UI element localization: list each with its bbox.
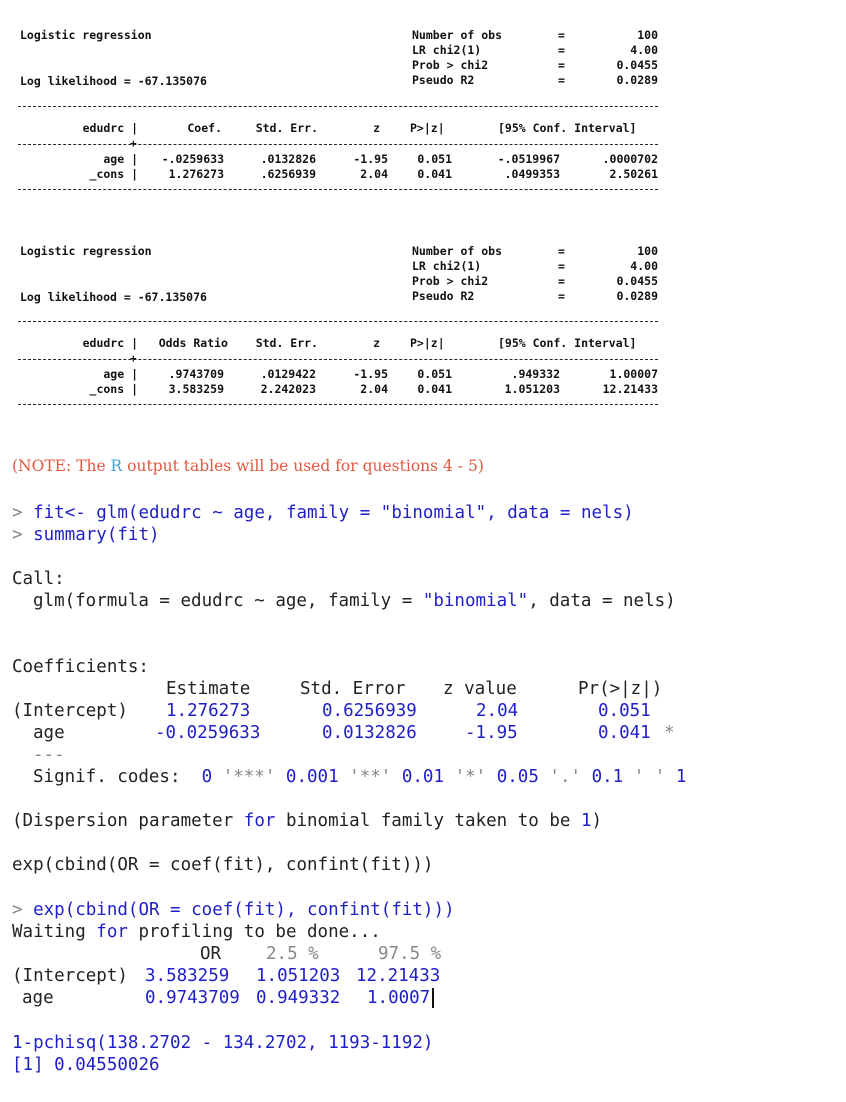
r-coef-cell: -0.0259633 [155,723,261,743]
r-ci-cell: 0.949332 [256,988,341,1008]
table2-cell: 0.041 [417,382,452,396]
table1-cell: .0499353 [504,167,560,181]
r-ci-cell: 12.21433 [356,966,441,986]
table1-cell: 2.50261 [609,167,658,181]
r-coef-row-name: age [33,723,65,743]
table1-stat-value: 4.00 [630,43,658,57]
r-coef-cell: -1.95 [465,723,518,743]
r-coef-header: z value [443,679,517,699]
table1-cell: .0132826 [260,152,316,166]
table1-header: z [373,121,380,135]
table1-cell: -.0519967 [497,152,560,166]
table2-title: Logistic regression [20,244,152,258]
table1-cell: 2.04 [360,167,388,181]
table2-header-var: edudrc | [82,336,138,350]
table1-stat-value: 0.0455 [616,58,658,72]
rule [18,359,658,360]
table2-cell: 2.242023 [260,382,316,396]
r-signif-star: * [664,723,675,743]
table2-stat-value: 0.0455 [616,274,658,288]
text-cursor [432,988,434,1008]
r-separator: --- [33,745,65,765]
table2-cell: 12.21433 [602,382,658,396]
table1-stat-label: Pseudo R2 [412,73,475,87]
table2-header: z [373,336,380,350]
r-pchisq-output: [1] 0.04550026 [12,1055,160,1075]
rule [18,144,658,145]
table1-stat-value: 100 [637,28,658,42]
r-coef-cell: 0.6256939 [322,701,417,721]
r-cmd-fit: > fit<- glm(edudrc ~ age, family = "binomial", data = nels) [12,503,634,523]
table1-cell: 0.041 [417,167,452,181]
table1-header-var: edudrc | [82,121,138,135]
r-ci-cell: 1.051203 [256,966,341,986]
r-ci-row-name: age [22,988,54,1008]
table2-stat-label: Prob > chi2 [412,274,489,288]
note-text: (NOTE: The R output tables will be used for questions 4 - 5) [12,457,484,475]
table1-cell: -1.95 [353,152,388,166]
r-ci-header: 97.5 % [378,944,442,964]
r-coef-header: Estimate [166,679,251,699]
table2-loglik: Log likelihood = -67.135076 [20,290,207,304]
r-ci-cell: 0.9743709 [145,988,240,1008]
table2-stat-value: 4.00 [630,259,658,273]
r-signif-codes: Signif. codes: 0 '***' 0.001 '**' 0.01 '*' 0.05 '.' 0.1 ' ' 1 [33,767,687,787]
table1-cell: 0.051 [417,152,452,166]
table2-cell: 2.04 [360,382,388,396]
table2-cell: 1.00007 [609,367,658,381]
table1-loglik: Log likelihood = -67.135076 [20,74,207,88]
note-r-letter: R [110,457,123,475]
r-coef-cell: 0.0132826 [322,723,417,743]
r-call-line: glm(formula = edudrc ~ age, family = "binomial", data = nels) [33,591,676,611]
table1-header: P>|z| [410,121,445,135]
table2-header: Odds Ratio [158,336,228,350]
table1-cell: -.0259633 [161,152,224,166]
r-coef-cell: 0.051 [598,701,651,721]
table2-cell: 0.051 [417,367,452,381]
table2-stat-value: 100 [637,244,658,258]
table2-row-name: age | [103,367,138,381]
r-ci-header: 2.5 % [266,944,319,964]
table2-cell: -1.95 [353,367,388,381]
table1-stat-label: Prob > chi2 [412,58,489,72]
table2-cell: 1.051203 [504,382,560,396]
table2-cell: .949332 [511,367,560,381]
r-coef-cell: 1.276273 [166,701,251,721]
r-coef-label: Coefficients: [12,657,149,677]
table2-cell: .9743709 [168,367,224,381]
r-coef-row-name: (Intercept) [12,701,128,721]
table1-row-name: _cons | [89,167,138,181]
table1-header-ci: [95% Conf. Interval] [498,121,637,135]
r-cmd-summary: > summary(fit) [12,525,160,545]
table1-stat-value: 0.0289 [616,73,658,87]
r-ci-cell: 1.0007 [367,988,431,1008]
table1-cell: .0000702 [602,152,658,166]
r-coef-cell: 2.04 [476,701,519,721]
rule [18,189,658,190]
r-exp-cmd: exp(cbind(OR = coef(fit), confint(fit))) [12,855,434,875]
table2-stat-value: 0.0289 [616,289,658,303]
r-coef-header: Pr(>|z|) [578,679,663,699]
table1-title: Logistic regression [20,28,152,42]
r-waiting: Waiting for profiling to be done... [12,922,381,942]
table2-row-name: _cons | [89,382,138,396]
table2-cell: .0129422 [260,367,316,381]
r-call-label: Call: [12,569,65,589]
rule [18,321,658,322]
table2-stat-label: Pseudo R2 [412,289,475,303]
table1-stat-label: Number of obs [412,28,503,42]
r-coef-cell: 0.041 [598,723,651,743]
table2-stat-label: LR chi2(1) [412,259,482,273]
table2-header: Std. Err. [255,336,318,350]
table1-cell: 1.276273 [168,167,224,181]
r-ci-row-name: (Intercept) [12,966,128,986]
table2-cell: 3.583259 [168,382,224,396]
r-ci-header: OR [200,944,222,964]
r-exp-cmd-prompted: > exp(cbind(OR = coef(fit), confint(fit))) [12,900,455,920]
rule [18,404,658,405]
table1-cell: .6256939 [260,167,316,181]
table1-header: Coef. [187,121,222,135]
r-ci-cell: 3.583259 [145,966,230,986]
table1-header: Std. Err. [255,121,318,135]
r-dispersion: (Dispersion parameter for binomial family taken to be 1) [12,811,603,831]
table2-stat-label: Number of obs [412,244,503,258]
table1-stat-label: LR chi2(1) [412,43,482,57]
rule [18,106,658,107]
r-pchisq-cmd: 1-pchisq(138.2702 - 134.2702, 1193-1192) [12,1033,434,1053]
table2-header: P>|z| [410,336,445,350]
r-coef-header: Std. Error [300,679,406,699]
table2-header-ci: [95% Conf. Interval] [498,336,637,350]
table1-row-name: age | [103,152,138,166]
